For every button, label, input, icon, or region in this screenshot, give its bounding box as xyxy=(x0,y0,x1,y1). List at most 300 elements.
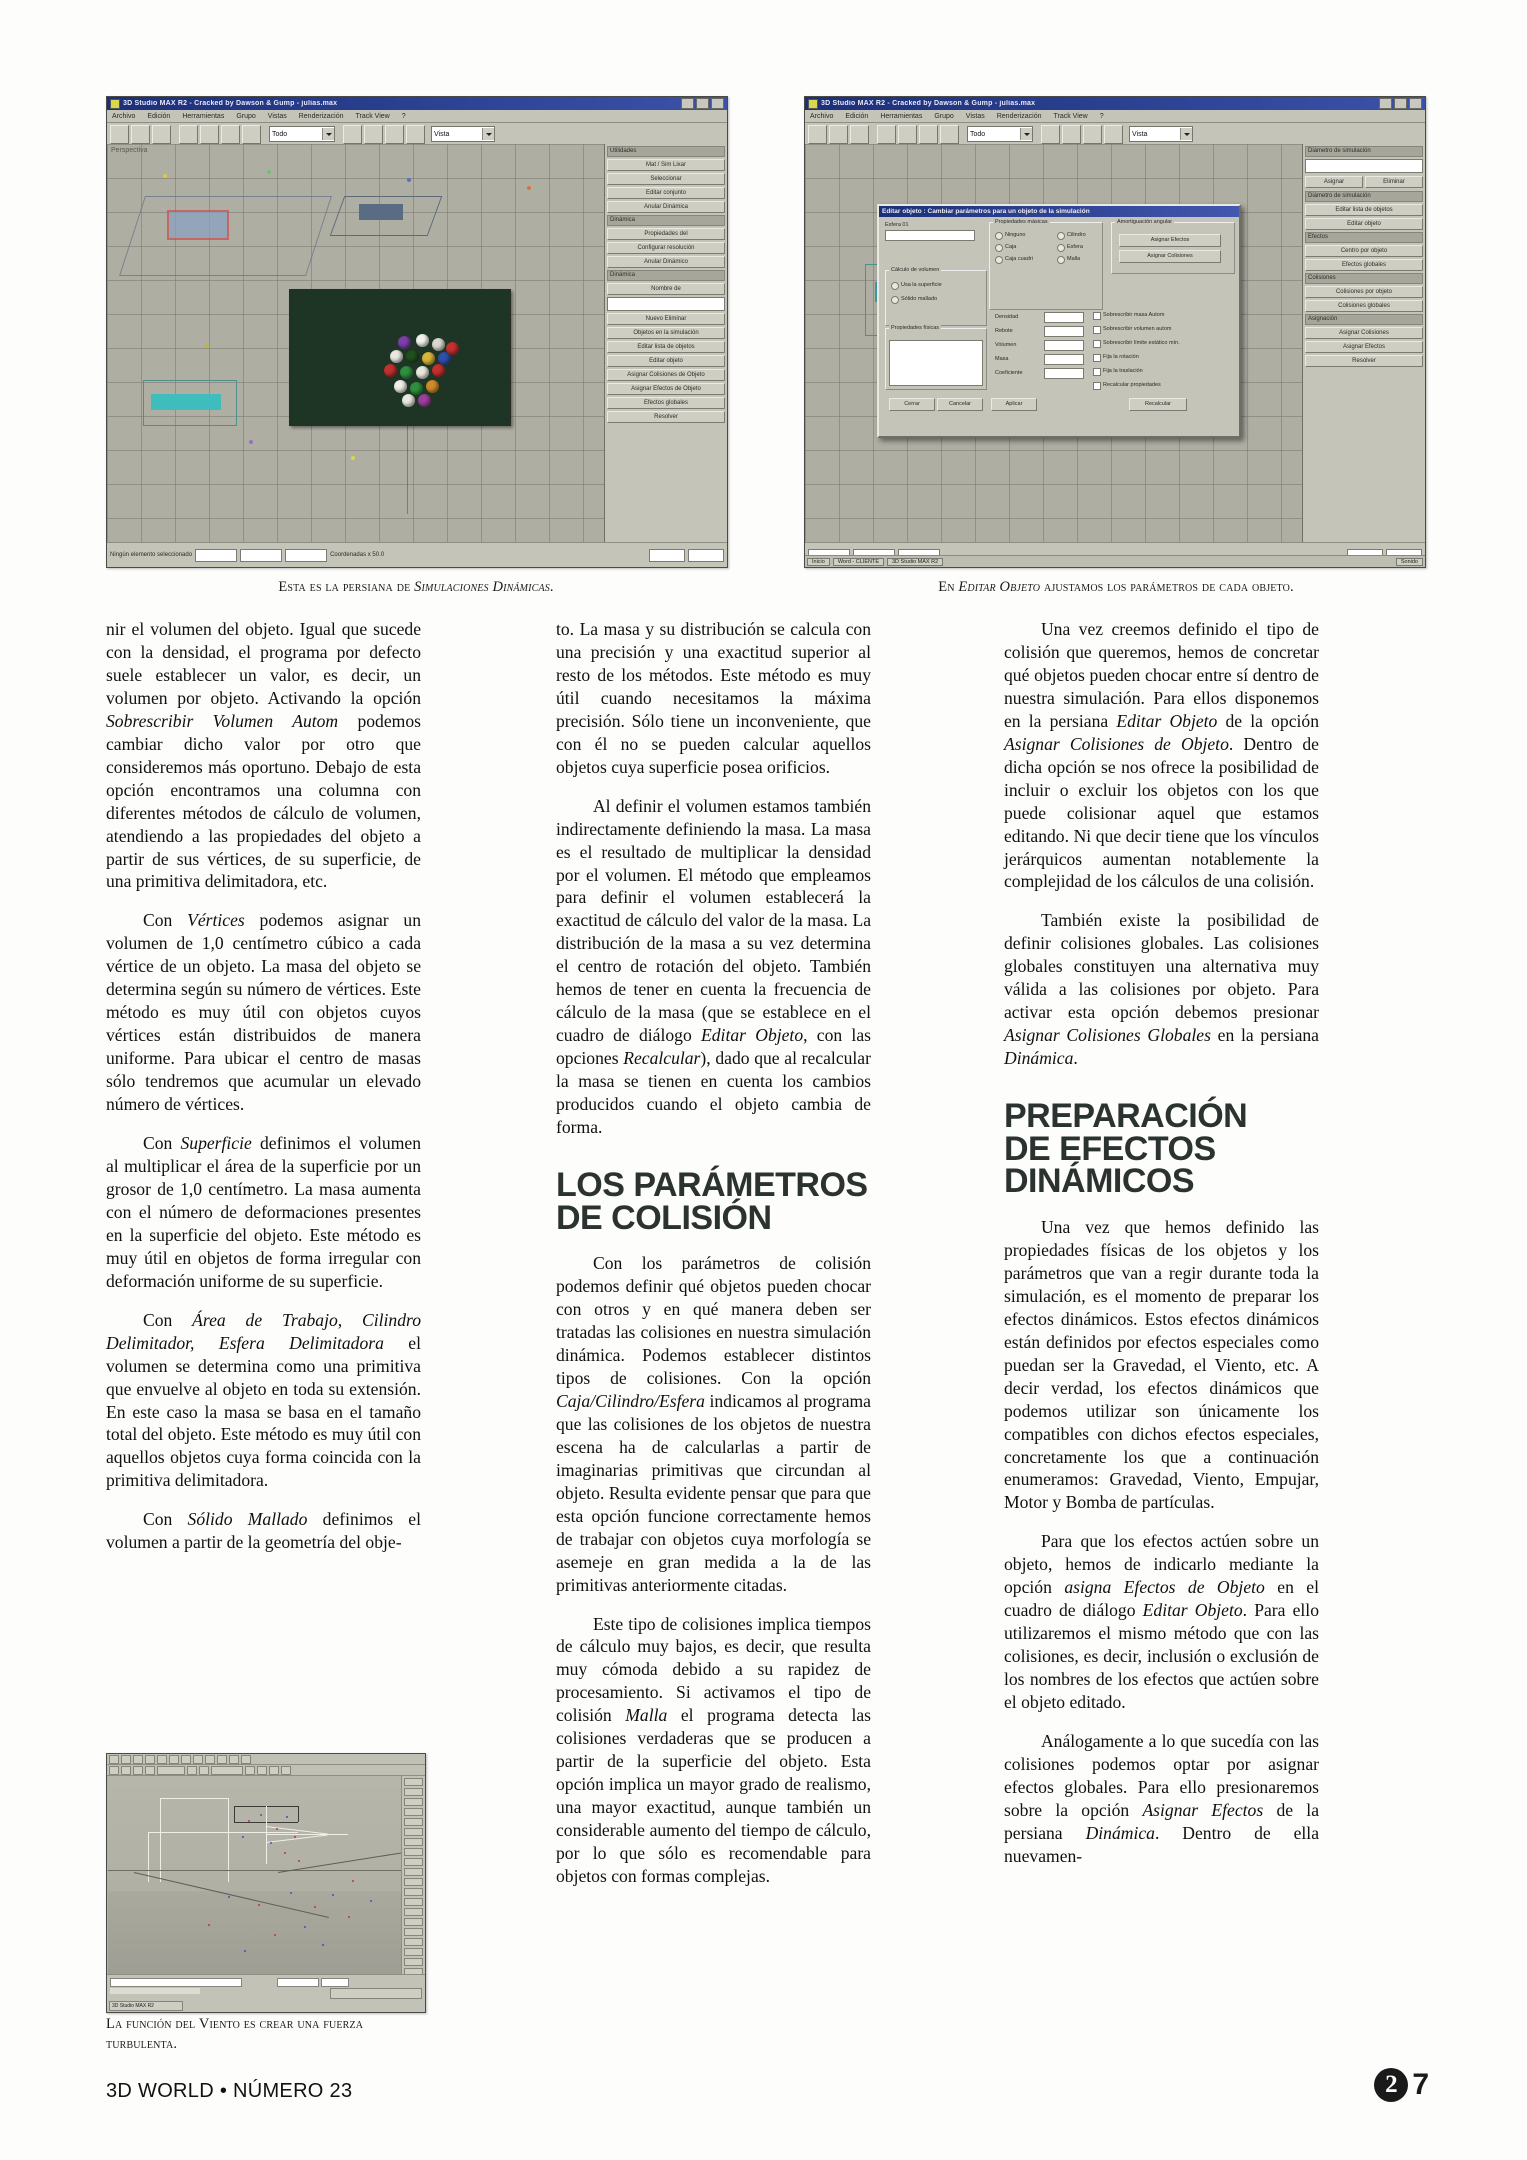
dialog-checkbox-sobrescribir-volumen[interactable] xyxy=(1093,326,1101,334)
dialog-button-asignar-colisiones[interactable]: Asignar Colisiones xyxy=(1119,250,1221,263)
paragraph-c3-p1 xyxy=(1004,618,1319,893)
c3p5c: . Dentro de ella nuevamen- xyxy=(1004,1822,1320,1866)
panel-button[interactable] xyxy=(404,1848,423,1856)
menu-item-edicion[interactable]: Edición xyxy=(845,112,869,120)
panel-button[interactable] xyxy=(404,1958,423,1966)
c3p4i1: asigna Efectos de Objeto xyxy=(1064,1577,1265,1598)
align-icon[interactable] xyxy=(1062,125,1081,144)
paragraph-c3-p5 xyxy=(1004,1730,1319,1868)
time-field[interactable] xyxy=(688,549,724,562)
c3p4a: Para que los efectos actúen sobre un objeto, hemos de indicarlo mediante la opción xyxy=(1004,1531,1319,1598)
c2p2a: Al definir el volumen estamos también indirectamente definiendo la masa. La masa es el resultado de multiplicar la densidad por el volumen. El método que empleamos para definir el volumen establecerá la exactitud de cálculo del valor de la masa. La distribución de la masa a su vez determina el centro de rotación del objeto. También hemos de tener en cuenta la frecuencia de cálculo de la masa (que se establece en el cuadro de diálogo xyxy=(556,795,871,1046)
paragraph-c3-p4 xyxy=(1004,1530,1319,1714)
panel-button-editar-objeto[interactable]: Editar objeto xyxy=(607,355,725,367)
window-title: 3D Studio MAX R2 - Cracked by Dawson & Gump - julias.max xyxy=(123,100,338,107)
dialog-checkbox-label-sobrescribir-masa: Sobrescribir masa Autom xyxy=(1103,312,1165,318)
panel-section-utilidades: Utilidades xyxy=(607,146,725,157)
folio-digit: 7 xyxy=(1412,2068,1429,2101)
c2p3b: indicamos al programa que las colisiones de los objetos de nuestra escena ha de calcularlas a partir de imaginarias primitivas que circundan al objeto. Resulta evidente pensar que para que esta opción funcione correctamente hemos de trabajar con objetos cuya morfología se asemeje en gran medida a la de las primitivas anteriormente citadas. xyxy=(556,1390,871,1595)
panel-button-asignar-efectos[interactable]: Asignar Efectos xyxy=(1305,341,1423,353)
tool-icon[interactable] xyxy=(187,1766,197,1775)
footer-publication: 3D WORLD • NÚMERO 23 xyxy=(106,2080,353,2102)
panel-button-editar-lista[interactable]: Editar lista de objetos xyxy=(607,341,725,353)
rotate-icon[interactable] xyxy=(221,125,240,144)
caption-top-left-plain: Esta es la persiana de xyxy=(278,579,415,595)
tool-icon[interactable] xyxy=(121,1766,131,1775)
tool-icon[interactable] xyxy=(245,1766,255,1775)
tool-icon[interactable] xyxy=(133,1766,143,1775)
c1p3b: definimos el volumen al multiplicar el área de la superficie por un grosor de 1,0 centímetro. La masa aumenta con el número de deformaciones presentes en la superficie del objeto. Este método es muy útil en objetos de forma irregular con deformación uniforme de su superficie. xyxy=(106,1133,421,1291)
panel-button-asignar[interactable]: Asignar xyxy=(1305,176,1363,188)
c2p4b: el programa detecta las colisiones verdaderas que se producen a partir de la superficie del objeto. Esta opción implica un mayor grado de realismo, una mayor exactitud, aunque también un considerable aumento del tiempo de cálculo, por lo que sólo es recomendable para objetos con formas complejas. xyxy=(556,1705,872,1886)
panel-button-efectos-globales[interactable]: Efectos globales xyxy=(1305,259,1423,271)
material-icon[interactable] xyxy=(406,125,425,144)
dialog-button-recalcular[interactable]: Recalcular xyxy=(1129,398,1187,411)
c1p1b: podemos cambiar dicho valor por otro que consideremos más oportuno. Debajo de esta opción encontramos una columna con diferentes métodos de cálculo de volumen, atendiendo a las propiedades del objeto a partir de sus vértices, de su superficie, de una primitiva delimitadora, etc. xyxy=(106,710,421,892)
c2p2b: , con las opciones xyxy=(556,1025,871,1069)
caption-top-left-italic: Simulaciones Dinámicas xyxy=(414,579,550,595)
dialog-checkbox-recalcular-props[interactable] xyxy=(1093,382,1101,390)
tool-icon[interactable] xyxy=(241,1755,251,1764)
undo-icon[interactable] xyxy=(110,125,129,144)
paragraph-c1-p1 xyxy=(106,618,421,893)
panel-button[interactable] xyxy=(404,1928,423,1936)
dialog-button-asignar-efectos[interactable]: Asignar Efectos xyxy=(1119,234,1221,247)
dialog-material-list[interactable] xyxy=(889,340,983,386)
heading-line-2: DE EFECTOS xyxy=(1004,1129,1216,1168)
tool-icon[interactable] xyxy=(229,1755,239,1764)
dialog-radio-label-usa-superficie: Usa la superficie xyxy=(901,282,942,288)
panel-button[interactable] xyxy=(404,1858,423,1866)
dialog-radio-label-solido-mallado: Sólido mallado xyxy=(901,296,938,302)
panel-button-editar-objeto[interactable]: Editar objeto xyxy=(1305,218,1423,230)
dialog-radio-label-malla: Malla xyxy=(1067,256,1081,262)
panel-button-resolver[interactable]: Resolver xyxy=(1305,355,1423,367)
dialog-radio-caja-cuadri[interactable] xyxy=(995,244,1003,252)
paragraph-c3-p3: Una vez que hemos definido las propiedades físicas de los objetos y los parámetros que van a regir durante toda la simulación, es el momento de preparar los efectos dinámicos. Estos efectos dinámicos están definidos por efectos especiales como puedan ser la Gravedad, el Viento, etc. A decir verdad, los efectos dinámicos que podemos utilizar son únicamente los compatibles con dichos efectos especiales, concretamente los que a continuación enumeramos: Gravedad, Viento, Empujar, Motor y Bomba de partículas. xyxy=(1004,1216,1319,1513)
dialog-checkbox-label-fija-traslacion: Fija la traslación xyxy=(1103,368,1143,374)
combo-icon[interactable] xyxy=(211,1766,243,1775)
panel-button-asignar-colisiones[interactable]: Asignar Colisiones de Objeto xyxy=(607,369,725,381)
start-button[interactable]: Inicio xyxy=(807,558,830,566)
heading-line-1: PREPARACIÓN xyxy=(1004,1097,1248,1136)
viewport-area[interactable] xyxy=(805,144,1303,543)
view-combo-value: Vista xyxy=(1132,130,1148,138)
chevron-down-icon[interactable] xyxy=(322,128,334,140)
c1p5b: definimos el volumen a partir de la geometría del obje- xyxy=(106,1509,421,1553)
panel-button[interactable] xyxy=(404,1878,423,1886)
panel-section-colisiones: Colisiones xyxy=(1305,273,1423,284)
dialog-radio-cilindro[interactable] xyxy=(995,256,1003,264)
dialog-button-aplicar[interactable]: Aplicar xyxy=(991,398,1037,411)
panel-button-resolver[interactable]: Resolver xyxy=(607,411,725,423)
dialog-radio-ninguno[interactable] xyxy=(995,232,1003,240)
dialog-radio-label-cilindro: Caja cuadri xyxy=(1005,256,1033,262)
render-preview-window[interactable] xyxy=(289,289,511,426)
link-icon[interactable] xyxy=(152,125,171,144)
taskbar-item-word[interactable]: Word - CLIENTE xyxy=(833,558,884,566)
page-folio xyxy=(1374,2068,1429,2102)
bottom-command-panel[interactable] xyxy=(401,1776,425,1974)
text-column-2 xyxy=(556,618,871,1888)
dialog-checkbox-sobrescribir-masa[interactable] xyxy=(1093,312,1101,320)
top-screenshots-row xyxy=(106,96,1426,566)
tool-icon[interactable] xyxy=(121,1755,131,1764)
view-combo[interactable] xyxy=(431,126,495,142)
taskbar-item-max[interactable]: 3D Studio MAX R2 xyxy=(887,558,943,566)
redo-icon[interactable] xyxy=(131,125,150,144)
dialog-field-rebote[interactable] xyxy=(1044,326,1084,337)
tool-icon[interactable] xyxy=(217,1755,227,1764)
panel-button[interactable] xyxy=(404,1808,423,1816)
tool-icon[interactable] xyxy=(281,1766,291,1775)
dialog-radio-caja[interactable] xyxy=(1057,232,1065,240)
dialog-radio-label-caja-cuadri: Caja xyxy=(1005,244,1017,250)
c3p1i2: Asignar Colisiones de Objeto xyxy=(1004,733,1229,754)
c2p4i: Malla xyxy=(625,1705,668,1726)
material-icon[interactable] xyxy=(1104,125,1123,144)
paragraph-c1-p4 xyxy=(106,1309,421,1493)
window-titlebar xyxy=(107,97,727,110)
panel-button-colisiones-objeto[interactable]: Colisiones por objeto xyxy=(1305,286,1423,298)
dialog-checkbox-limite-estatico[interactable] xyxy=(1093,340,1101,348)
c2p2i1: Editar Objeto xyxy=(701,1025,804,1046)
text-column-1 xyxy=(106,618,421,1554)
menu-bar[interactable] xyxy=(107,110,727,123)
caption-top-right xyxy=(806,578,1426,598)
dialog-button-cerrar[interactable]: Cerrar xyxy=(889,398,935,411)
status-field-y[interactable] xyxy=(240,549,282,562)
panel-button-asignar-colisiones[interactable]: Asignar Colisiones xyxy=(1305,327,1423,339)
dialog-label-nombre: Esfera 01 xyxy=(885,222,909,228)
menu-item-help[interactable]: ? xyxy=(1099,112,1104,120)
menu-item-grupo[interactable]: Grupo xyxy=(934,112,954,120)
c3p4c: . Para ello utilizaremos el mismo método que con las colisiones, es decir, inclusión o exclusión de los nombres de los efectos que actúen sobre el objeto editado. xyxy=(1004,1600,1319,1713)
panel-button-config-resolucion[interactable]: Configurar resolución xyxy=(607,242,725,254)
c3p2b: en la persiana xyxy=(1210,1025,1319,1046)
status-hint: Ningún elemento seleccionado xyxy=(110,552,193,558)
window-title: 3D Studio MAX R2 - Cracked by Dawson & Gump - julias.max xyxy=(821,100,1036,107)
bottom-viewport[interactable] xyxy=(108,1776,401,1974)
panel-button-anular-dinamica[interactable]: Anular Dinámica xyxy=(607,201,725,213)
dialog-name-input[interactable] xyxy=(885,230,975,241)
menu-item-vistas[interactable]: Vistas xyxy=(965,112,985,120)
c2p4a: Este tipo de colisiones implica tiempos de cálculo muy bajos, es decir, que resulta muy cómoda debido a su rapidez de procesamiento. Si activamos el tipo de colisión xyxy=(556,1613,871,1726)
dialog-checkbox-label-fija-rotacion: Fija la rotación xyxy=(1103,354,1139,360)
time-field[interactable] xyxy=(321,1978,349,1987)
c1p3a: Con xyxy=(142,1133,181,1154)
main-toolbar[interactable] xyxy=(107,123,727,146)
dialog-field-densidad[interactable] xyxy=(1044,312,1084,323)
windows-taskbar[interactable] xyxy=(805,555,1425,567)
dialog-radio-label-caja: Cilindro xyxy=(1067,232,1086,238)
selection-filter-combo[interactable] xyxy=(967,126,1033,142)
command-panel[interactable] xyxy=(605,144,727,543)
move-icon[interactable] xyxy=(200,125,219,144)
scale-icon[interactable] xyxy=(242,125,261,144)
panel-button-seleccionar[interactable]: Seleccionar xyxy=(607,173,725,185)
tool-icon[interactable] xyxy=(109,1766,119,1775)
tool-icon[interactable] xyxy=(109,1755,119,1764)
panel-button[interactable] xyxy=(404,1788,423,1796)
bottom-toolbar-row-1[interactable] xyxy=(107,1754,425,1765)
panel-button[interactable] xyxy=(404,1798,423,1806)
scale-icon[interactable] xyxy=(940,125,959,144)
panel-section-dinamica: Dinámica xyxy=(607,215,725,226)
paragraph-c1-p2 xyxy=(106,909,421,1116)
dialog-title: Editar objeto : Cambiar parámetros para un objeto de la simulación xyxy=(879,206,1239,217)
panel-name-input[interactable] xyxy=(607,297,725,311)
menu-item-trackview[interactable]: Track View xyxy=(1053,112,1088,120)
viewport-label: Perspectiva xyxy=(111,147,148,154)
panel-button-nuevo-eliminar[interactable]: Nuevo Eliminar xyxy=(607,313,725,325)
paragraph-c1-p3 xyxy=(106,1132,421,1293)
dialog-radio-usa-superficie[interactable] xyxy=(891,282,899,290)
caption-top-left xyxy=(106,578,726,598)
c1p1a: nir el volumen del objeto. Igual que sucede con la densidad, el programa por defecto suele establecer un valor, es decir, un volumen por objeto. Activando la opción xyxy=(106,619,421,708)
menu-item-archivo[interactable]: Archivo xyxy=(810,112,834,120)
panel-section-asignacion: Asignación xyxy=(1305,314,1423,325)
dialog-field-label-rebote: Rebote xyxy=(995,328,1013,334)
paragraph-c1-p5 xyxy=(106,1508,421,1554)
tool-icon[interactable] xyxy=(133,1755,143,1764)
text-column-3 xyxy=(1004,618,1319,1868)
nav-controls[interactable] xyxy=(330,1988,422,1999)
panel-button-anular-dinamico[interactable]: Anular Dinámico xyxy=(607,256,725,268)
panel-button[interactable] xyxy=(404,1778,423,1786)
c3p1i1: Editar Objeto xyxy=(1116,710,1218,731)
panel-button-asignar-efectos[interactable]: Asignar Efectos de Objeto xyxy=(607,383,725,395)
menu-item-archivo[interactable]: Archivo xyxy=(112,112,136,120)
heading-line-1: LOS PARÁMETROS xyxy=(556,1165,868,1204)
panel-button[interactable] xyxy=(404,1938,423,1946)
panel-name-input[interactable] xyxy=(1305,159,1423,173)
status-field[interactable] xyxy=(110,1978,242,1987)
tool-icon[interactable] xyxy=(205,1755,215,1764)
c2p2i2: Recalcular xyxy=(623,1048,701,1069)
screenshot-bottom-viento xyxy=(106,1753,426,2013)
select-icon[interactable] xyxy=(877,125,896,144)
tool-icon[interactable] xyxy=(145,1766,155,1775)
c2p3i: Caja/Cilindro/Esfera xyxy=(556,1390,705,1411)
tool-icon[interactable] xyxy=(199,1766,209,1775)
panel-button-centro-objeto[interactable]: Centro por objeto xyxy=(1305,245,1423,257)
view-combo-value: Vista xyxy=(434,130,450,138)
menu-item-renderizacion[interactable]: Renderización xyxy=(996,112,1042,120)
panel-button[interactable] xyxy=(404,1908,423,1916)
c3p5i1: Asignar Efectos xyxy=(1142,1799,1264,1820)
selection-filter-value: Todo xyxy=(970,130,986,138)
panel-button-colisiones-globales[interactable]: Colisiones globales xyxy=(1305,300,1423,312)
frame-field[interactable] xyxy=(649,549,685,562)
menu-item-herramientas[interactable]: Herramientas xyxy=(880,112,923,120)
c3p1c: . Dentro de dicha opción se nos ofrece la posibilidad de incluir o excluir los objetos con los que puede colisionar aquel que estamos editando. Ni que decir tiene que los vínculos jerárquicos aumentan notablemente la complejidad de los cálculos de una colisión. xyxy=(1004,733,1319,892)
caption-top-left-tail: . xyxy=(549,579,554,595)
c1p5i: Sólido Mallado xyxy=(187,1509,308,1530)
panel-button-efectos-globales[interactable]: Efectos globales xyxy=(607,397,725,409)
dialog-field-volumen[interactable] xyxy=(1044,340,1084,351)
view-combo[interactable] xyxy=(1129,126,1193,142)
c3p1b: de la opción xyxy=(1217,710,1319,731)
align-icon[interactable] xyxy=(364,125,383,144)
link-icon[interactable] xyxy=(850,125,869,144)
dialog-group-label-volume: Cálculo de volumen xyxy=(891,267,940,273)
dialog-checkbox-label-sobrescribir-volumen: Sobrescribir volumen autom xyxy=(1103,326,1172,332)
menu-item-trackview[interactable]: Track View xyxy=(355,112,390,120)
panel-button-editar-conjunto[interactable]: Editar conjunto xyxy=(607,187,725,199)
panel-button[interactable] xyxy=(404,1948,423,1956)
dialog-field-label-coeficiente: Coeficiente xyxy=(995,370,1023,376)
status-field-x[interactable] xyxy=(195,549,237,562)
maximize-icon[interactable] xyxy=(1394,98,1407,109)
viewport-area[interactable] xyxy=(107,144,605,543)
dialog-radio-solido-mallado[interactable] xyxy=(891,296,899,304)
render-icon[interactable] xyxy=(1083,125,1102,144)
c3p5b: de la persiana xyxy=(1004,1799,1320,1843)
dialog-field-coeficiente[interactable] xyxy=(1044,368,1084,379)
paragraph-c2-p4 xyxy=(556,1613,871,1888)
maximize-icon[interactable] xyxy=(696,98,709,109)
c3p5i2: Dinámica xyxy=(1085,1822,1155,1843)
c2p3a: Con los parámetros de colisión podemos definir qué objetos pueden chocar con otros y en qué manera deben ser tratadas las colisiones en nuestra simulación dinámica. Podemos establecer distintos tipos de colisiones. Con la opción xyxy=(556,1253,871,1388)
tool-icon[interactable] xyxy=(169,1755,179,1764)
c1p4i: Área de Trabajo, Cilindro Delimitador, Esfera Delimitadora xyxy=(106,1309,422,1353)
dialog-group-label-angular: Amortiguación angular xyxy=(1117,219,1173,225)
tool-icon[interactable] xyxy=(181,1755,191,1764)
c1p4b: el volumen se determina como una primitiva que envuelve al objeto en toda su extensión. En este caso la masa se basa en el tamaño total del objeto. Este método es muy útil con aquellos objetos cuya forma coincida con la primitiva delimitadora. xyxy=(106,1332,421,1491)
heading-line-2: DE COLISIÓN xyxy=(556,1198,772,1237)
chevron-down-icon[interactable] xyxy=(1180,128,1192,140)
selection-filter-combo[interactable] xyxy=(269,126,335,142)
c3p2i1: Asignar Colisiones Globales xyxy=(1004,1025,1211,1046)
panel-button[interactable] xyxy=(404,1918,423,1926)
panel-section-nombre: Diámetro de simulación xyxy=(1305,146,1423,157)
workspace xyxy=(107,144,727,543)
panel-button-editar-lista[interactable]: Editar lista de objetos xyxy=(1305,204,1423,216)
panel-button[interactable] xyxy=(404,1838,423,1846)
panel-button[interactable] xyxy=(404,1898,423,1906)
bottom-statusbar xyxy=(107,1974,425,2012)
paragraph-c3-p2 xyxy=(1004,909,1319,1070)
frame-field[interactable] xyxy=(277,1978,319,1987)
c1p2i: Vértices xyxy=(187,910,245,931)
panel-button-objetos-simulacion[interactable]: Objetos en la simulación xyxy=(607,327,725,339)
mirror-icon[interactable] xyxy=(1041,125,1060,144)
panel-button-matsimlixar[interactable]: Mat / Sim Lixar xyxy=(607,159,725,171)
c3p4b: en el cuadro de diálogo xyxy=(1004,1577,1319,1621)
status-field-z[interactable] xyxy=(285,549,327,562)
caption-top-right-italic: Editar Objeto xyxy=(958,579,1041,595)
menu-item-herramientas[interactable]: Herramientas xyxy=(182,112,225,120)
panel-button[interactable] xyxy=(404,1888,423,1896)
panel-section-efectos: Efectos xyxy=(1305,232,1423,243)
dialog-field-masa[interactable] xyxy=(1044,354,1084,365)
c3p5a: Análogamente a lo que sucedía con las colisiones podemos optar por asignar efectos globales. Para ello presionaremos sobre la opción xyxy=(1004,1731,1319,1820)
tool-icon[interactable] xyxy=(193,1755,203,1764)
c1p2a: Con xyxy=(142,910,188,931)
menu-item-help[interactable]: ? xyxy=(401,112,406,120)
c3p4i2: Editar Objeto xyxy=(1142,1600,1243,1621)
tool-icon[interactable] xyxy=(269,1766,279,1775)
tool-icon[interactable] xyxy=(157,1755,167,1764)
dialog-radio-label-esfera: Esfera xyxy=(1067,244,1083,250)
panel-section-diametro: Diámetro de simulación xyxy=(1305,191,1423,202)
window-controls[interactable] xyxy=(681,98,724,109)
minimize-icon[interactable] xyxy=(1379,98,1392,109)
mirror-icon[interactable] xyxy=(343,125,362,144)
menu-item-vistas[interactable]: Vistas xyxy=(267,112,287,120)
rotate-icon[interactable] xyxy=(919,125,938,144)
chevron-down-icon[interactable] xyxy=(1020,128,1032,140)
panel-button-propiedades[interactable]: Propiedades del xyxy=(607,228,725,240)
dialog-button-cancelar[interactable]: Cancelar xyxy=(937,398,983,411)
undo-icon[interactable] xyxy=(808,125,827,144)
panel-button[interactable] xyxy=(404,1818,423,1826)
tool-icon[interactable] xyxy=(145,1755,155,1764)
menu-item-edicion[interactable]: Edición xyxy=(147,112,171,120)
c3p2a: También existe la posibilidad de definir colisiones globales. Las colisiones globales constituyen una alternativa muy válida a las colisiones por objeto. Para activar esta opción debemos presionar xyxy=(1004,910,1319,1023)
redo-icon[interactable] xyxy=(829,125,848,144)
dialog-radio-malla[interactable] xyxy=(1057,256,1065,264)
bottom-toolbar-row-2[interactable] xyxy=(107,1765,425,1776)
workspace xyxy=(805,144,1425,543)
main-toolbar[interactable] xyxy=(805,123,1425,146)
panel-section-dinamica-2: Dinámica xyxy=(607,270,725,281)
render-icon[interactable] xyxy=(385,125,404,144)
move-icon[interactable] xyxy=(898,125,917,144)
menu-bar[interactable] xyxy=(805,110,1425,123)
dialog-radio-esfera[interactable] xyxy=(1057,244,1065,252)
dialog-checkbox-fija-rotacion[interactable] xyxy=(1093,354,1101,362)
dialog-checkbox-fija-traslacion[interactable] xyxy=(1093,368,1101,376)
combo-icon[interactable] xyxy=(157,1766,185,1775)
paragraph-c2-p1: to. La masa y su distribución se calcula con una precisión y una exactitud superior al resto de los métodos. Este método es muy útil cuando necesitamos la máxima precisión. Sólo tiene un inconveniente, que con él no se pueden calcular aquellos objetos cuya superficie posea orificios. xyxy=(556,619,871,777)
menu-item-grupo[interactable]: Grupo xyxy=(236,112,256,120)
status-bar xyxy=(107,542,727,567)
window-controls[interactable] xyxy=(1379,98,1422,109)
status-coordinates: Coordenadas x 50.0 xyxy=(330,552,385,558)
section-heading-los-parametros-de-colision xyxy=(556,1165,871,1237)
close-icon[interactable] xyxy=(711,98,724,109)
c3p2i2: Dinámica xyxy=(1004,1048,1074,1069)
minimize-icon[interactable] xyxy=(681,98,694,109)
dialog-field-label-volumen: Volumen xyxy=(995,342,1017,348)
taskbar-clock[interactable]: Sonido xyxy=(1396,558,1423,566)
tool-icon[interactable] xyxy=(257,1766,267,1775)
c1p2b: podemos asignar un volumen de 1,0 centímetro cúbico a cada vértice de un objeto. La masa del objeto se determina según su número de vértices. Este método es muy útil con objetos cuyos vértices están distribuidos de manera uniforme. Para ubicar el centro de masas sólo tendremos que acumular un elevado número de vértices. xyxy=(106,910,422,1115)
chevron-down-icon[interactable] xyxy=(482,128,494,140)
menu-item-renderizacion[interactable]: Renderización xyxy=(298,112,344,120)
c3p1a: Una vez creemos definido el tipo de colisión que queremos, hemos de concretar qué objetos pueden chocar entre sí dentro de nuestra simulación. Para ellos disponemos en la persiana xyxy=(1004,619,1319,731)
caption-bottom-left: La función del Viento es crear una fuerza turbulenta. xyxy=(106,2016,364,2052)
close-icon[interactable] xyxy=(1409,98,1422,109)
dialog-editar-objeto[interactable] xyxy=(877,204,1241,438)
panel-button[interactable] xyxy=(404,1828,423,1836)
dialog-group-label-mass: Propiedades másicas xyxy=(995,219,1048,225)
c2p2c: ), dado que al recalcular la masa se tienen en cuenta los cambios producidos cuando el objeto cambia de forma. xyxy=(556,1048,871,1138)
c3p2c: . xyxy=(1073,1048,1078,1069)
paragraph-c2-p3 xyxy=(556,1252,871,1596)
command-panel[interactable] xyxy=(1303,144,1425,543)
panel-button[interactable] xyxy=(404,1868,423,1876)
panel-button-eliminar[interactable]: Eliminar xyxy=(1365,176,1423,188)
taskbar-app[interactable]: 3D Studio MAX R2 xyxy=(109,2001,183,2011)
selection-filter-value: Todo xyxy=(272,130,288,138)
select-icon[interactable] xyxy=(179,125,198,144)
c1p4a: Con xyxy=(142,1309,193,1330)
caption-top-right-plain-1: En xyxy=(938,579,959,595)
dialog-group-angular xyxy=(1111,222,1235,274)
